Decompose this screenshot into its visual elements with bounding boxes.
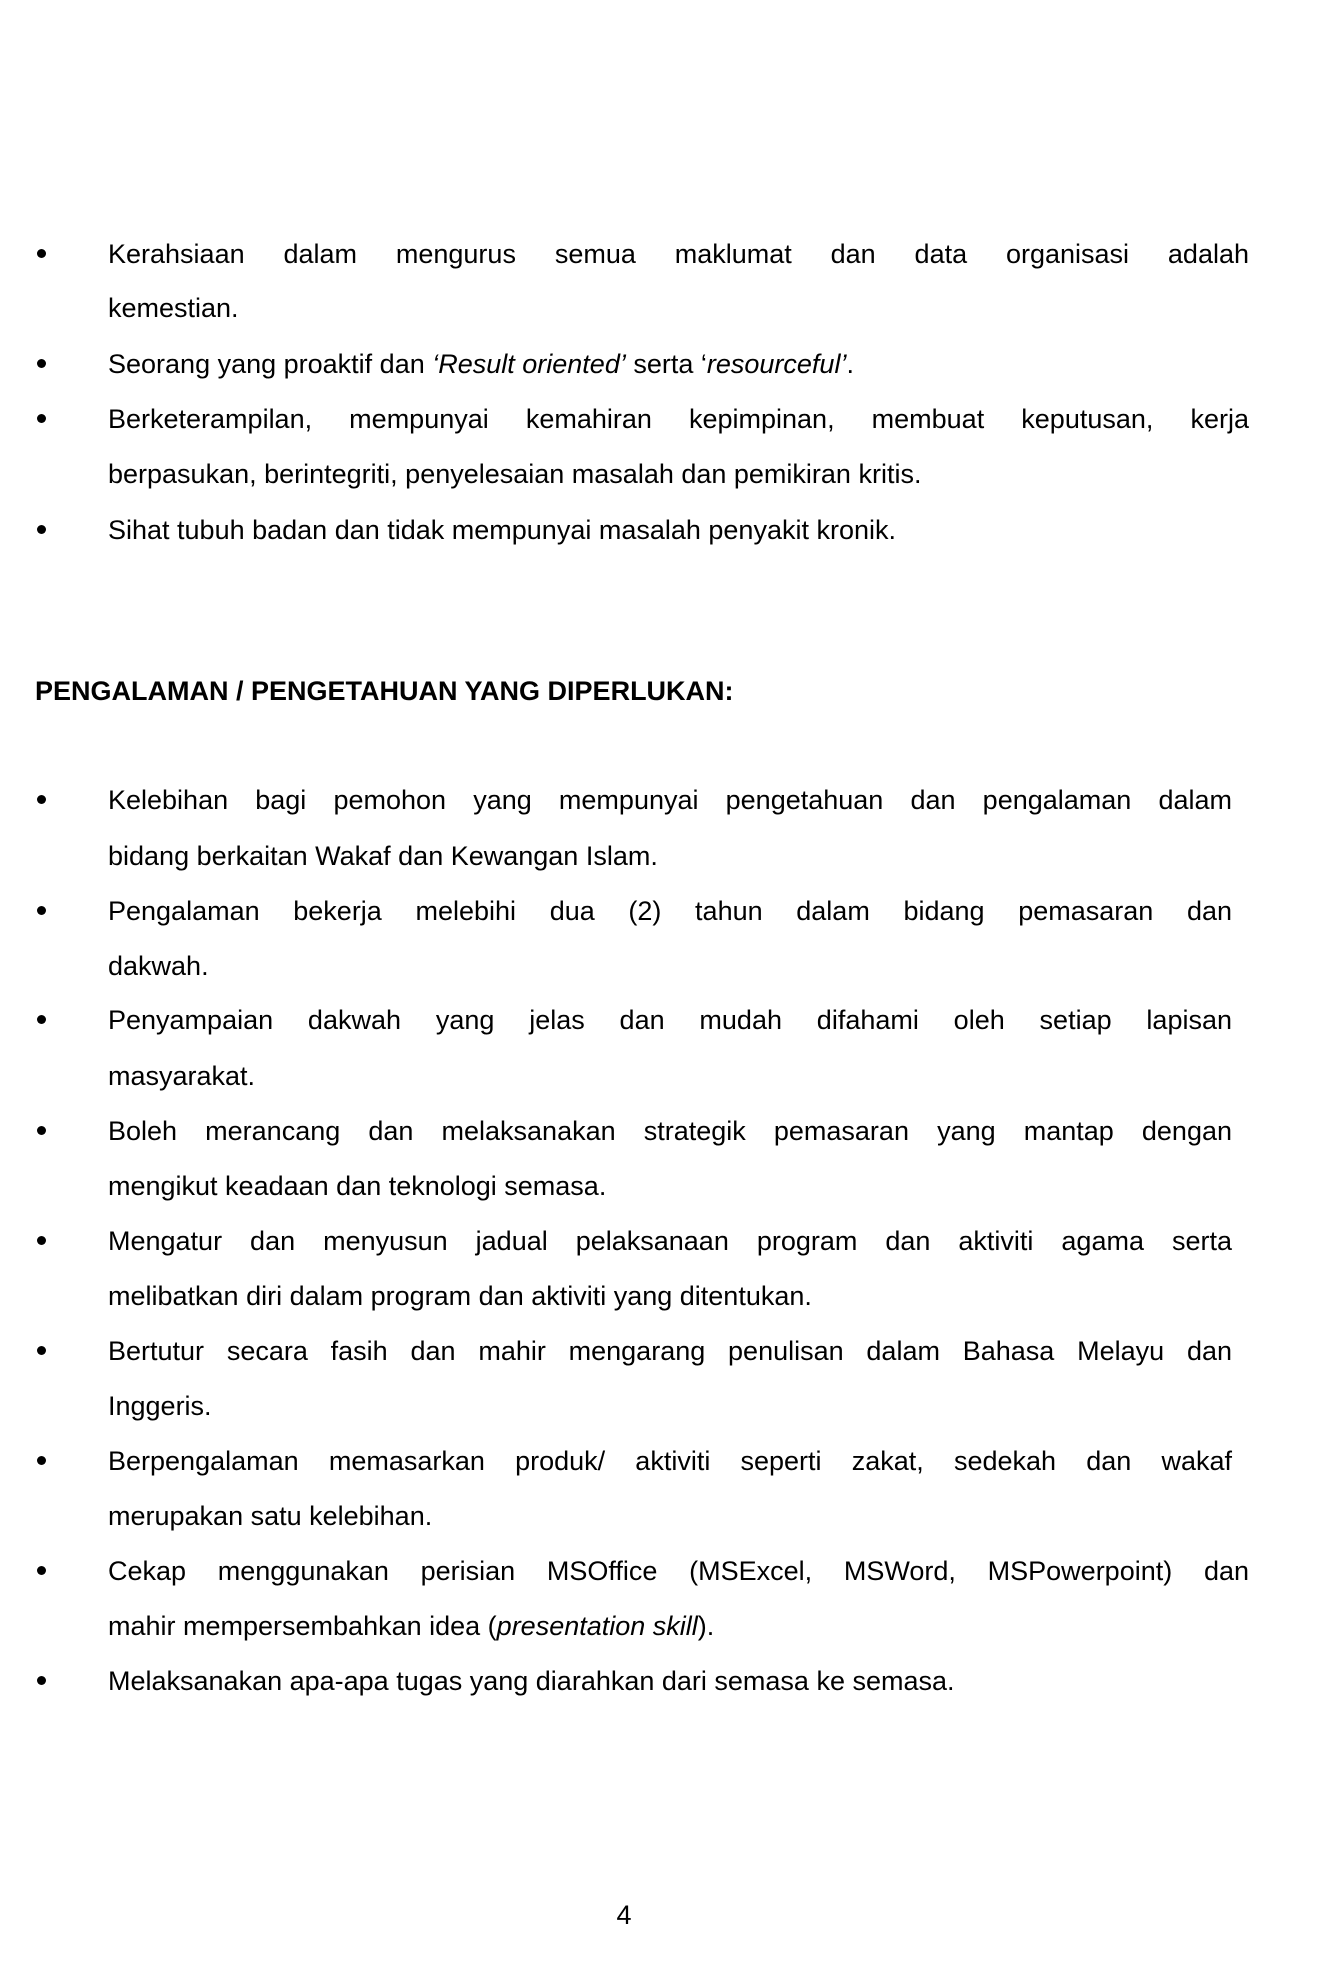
bullet-icon — [34, 895, 48, 927]
list-item-line: Kerahsiaan dalam mengurus semua maklumat dan data organisasi adalah — [108, 239, 1249, 269]
list-item-line: Sihat tubuh badan dan tidak mempunyai masalah penyakit kronik. — [108, 515, 896, 545]
list-item-line: melibatkan diri dalam program dan aktiviti yang ditentukan. — [108, 1281, 812, 1311]
text-run: Seorang yang proaktif dan — [108, 349, 433, 379]
list-item-line: Cekap menggunakan perisian MSOffice (MSExcel, MSWord, MSPowerpoint) dan — [108, 1556, 1249, 1586]
text-run: serta ‘ — [625, 349, 707, 379]
bullet-icon — [34, 403, 48, 435]
list-item-line: Berketerampilan, mempunyai kemahiran kepimpinan, membuat keputusan, kerja — [108, 404, 1249, 434]
bullet-icon — [34, 1665, 48, 1697]
bullet-icon — [34, 1555, 48, 1587]
page-number: 4 — [616, 1900, 632, 1930]
list-item-line: Bertutur secara fasih dan mahir mengarang penulisan dalam Bahasa Melayu dan — [108, 1336, 1232, 1366]
list-item-line: mengikut keadaan dan teknologi semasa. — [108, 1171, 607, 1201]
list-item-line: Boleh merancang dan melaksanakan strategik pemasaran yang mantap dengan — [108, 1116, 1232, 1146]
bullet-icon — [34, 1225, 48, 1257]
list-item-line: Inggeris. — [108, 1391, 212, 1421]
list-item-line: berpasukan, berintegriti, penyelesaian masalah dan pemikiran kritis. — [108, 459, 922, 489]
bullet-icon — [34, 784, 48, 816]
list-item-line: Melaksanakan apa-apa tugas yang diarahkan dari semasa ke semasa. — [108, 1666, 955, 1696]
bullet-icon — [34, 1335, 48, 1367]
list-item-line: Kelebihan bagi pemohon yang mempunyai pengetahuan dan pengalaman dalam — [108, 785, 1232, 815]
bullet-icon — [34, 348, 48, 380]
bullet-icon — [34, 1004, 48, 1036]
bullet-icon — [34, 1445, 48, 1477]
italic-text-run: resourceful’ — [706, 349, 847, 379]
text-run: . — [846, 349, 854, 379]
list-item-line: kemestian. — [108, 293, 239, 323]
italic-text-run: presentation skill — [496, 1611, 698, 1641]
text-run: ). — [697, 1611, 715, 1641]
list-item-line: Berpengalaman memasarkan produk/ aktiviti seperti zakat, sedekah dan wakaf — [108, 1446, 1232, 1476]
list-item-line: masyarakat. — [108, 1061, 256, 1091]
bullet-icon — [34, 1115, 48, 1147]
text-run: mahir mempersembahkan idea ( — [108, 1611, 497, 1641]
list-item-line: Penyampaian dakwah yang jelas dan mudah difahami oleh setiap lapisan — [108, 1005, 1232, 1035]
list-item-line — [108, 1610, 714, 1642]
list-item-line: Mengatur dan menyusun jadual pelaksanaan program dan aktiviti agama serta — [108, 1226, 1232, 1256]
section-heading: PENGALAMAN / PENGETAHUAN YANG DIPERLUKAN: — [35, 676, 734, 706]
italic-text-run: ‘Result oriented’ — [432, 349, 626, 379]
list-item-line: bidang berkaitan Wakaf dan Kewangan Islam. — [108, 841, 658, 871]
bullet-icon — [34, 514, 48, 546]
list-item-line: dakwah. — [108, 951, 209, 981]
list-item-line: merupakan satu kelebihan. — [108, 1501, 433, 1531]
bullet-icon — [34, 238, 48, 270]
list-item-line — [108, 348, 854, 380]
list-item-line: Pengalaman bekerja melebihi dua (2) tahun dalam bidang pemasaran dan — [108, 896, 1232, 926]
